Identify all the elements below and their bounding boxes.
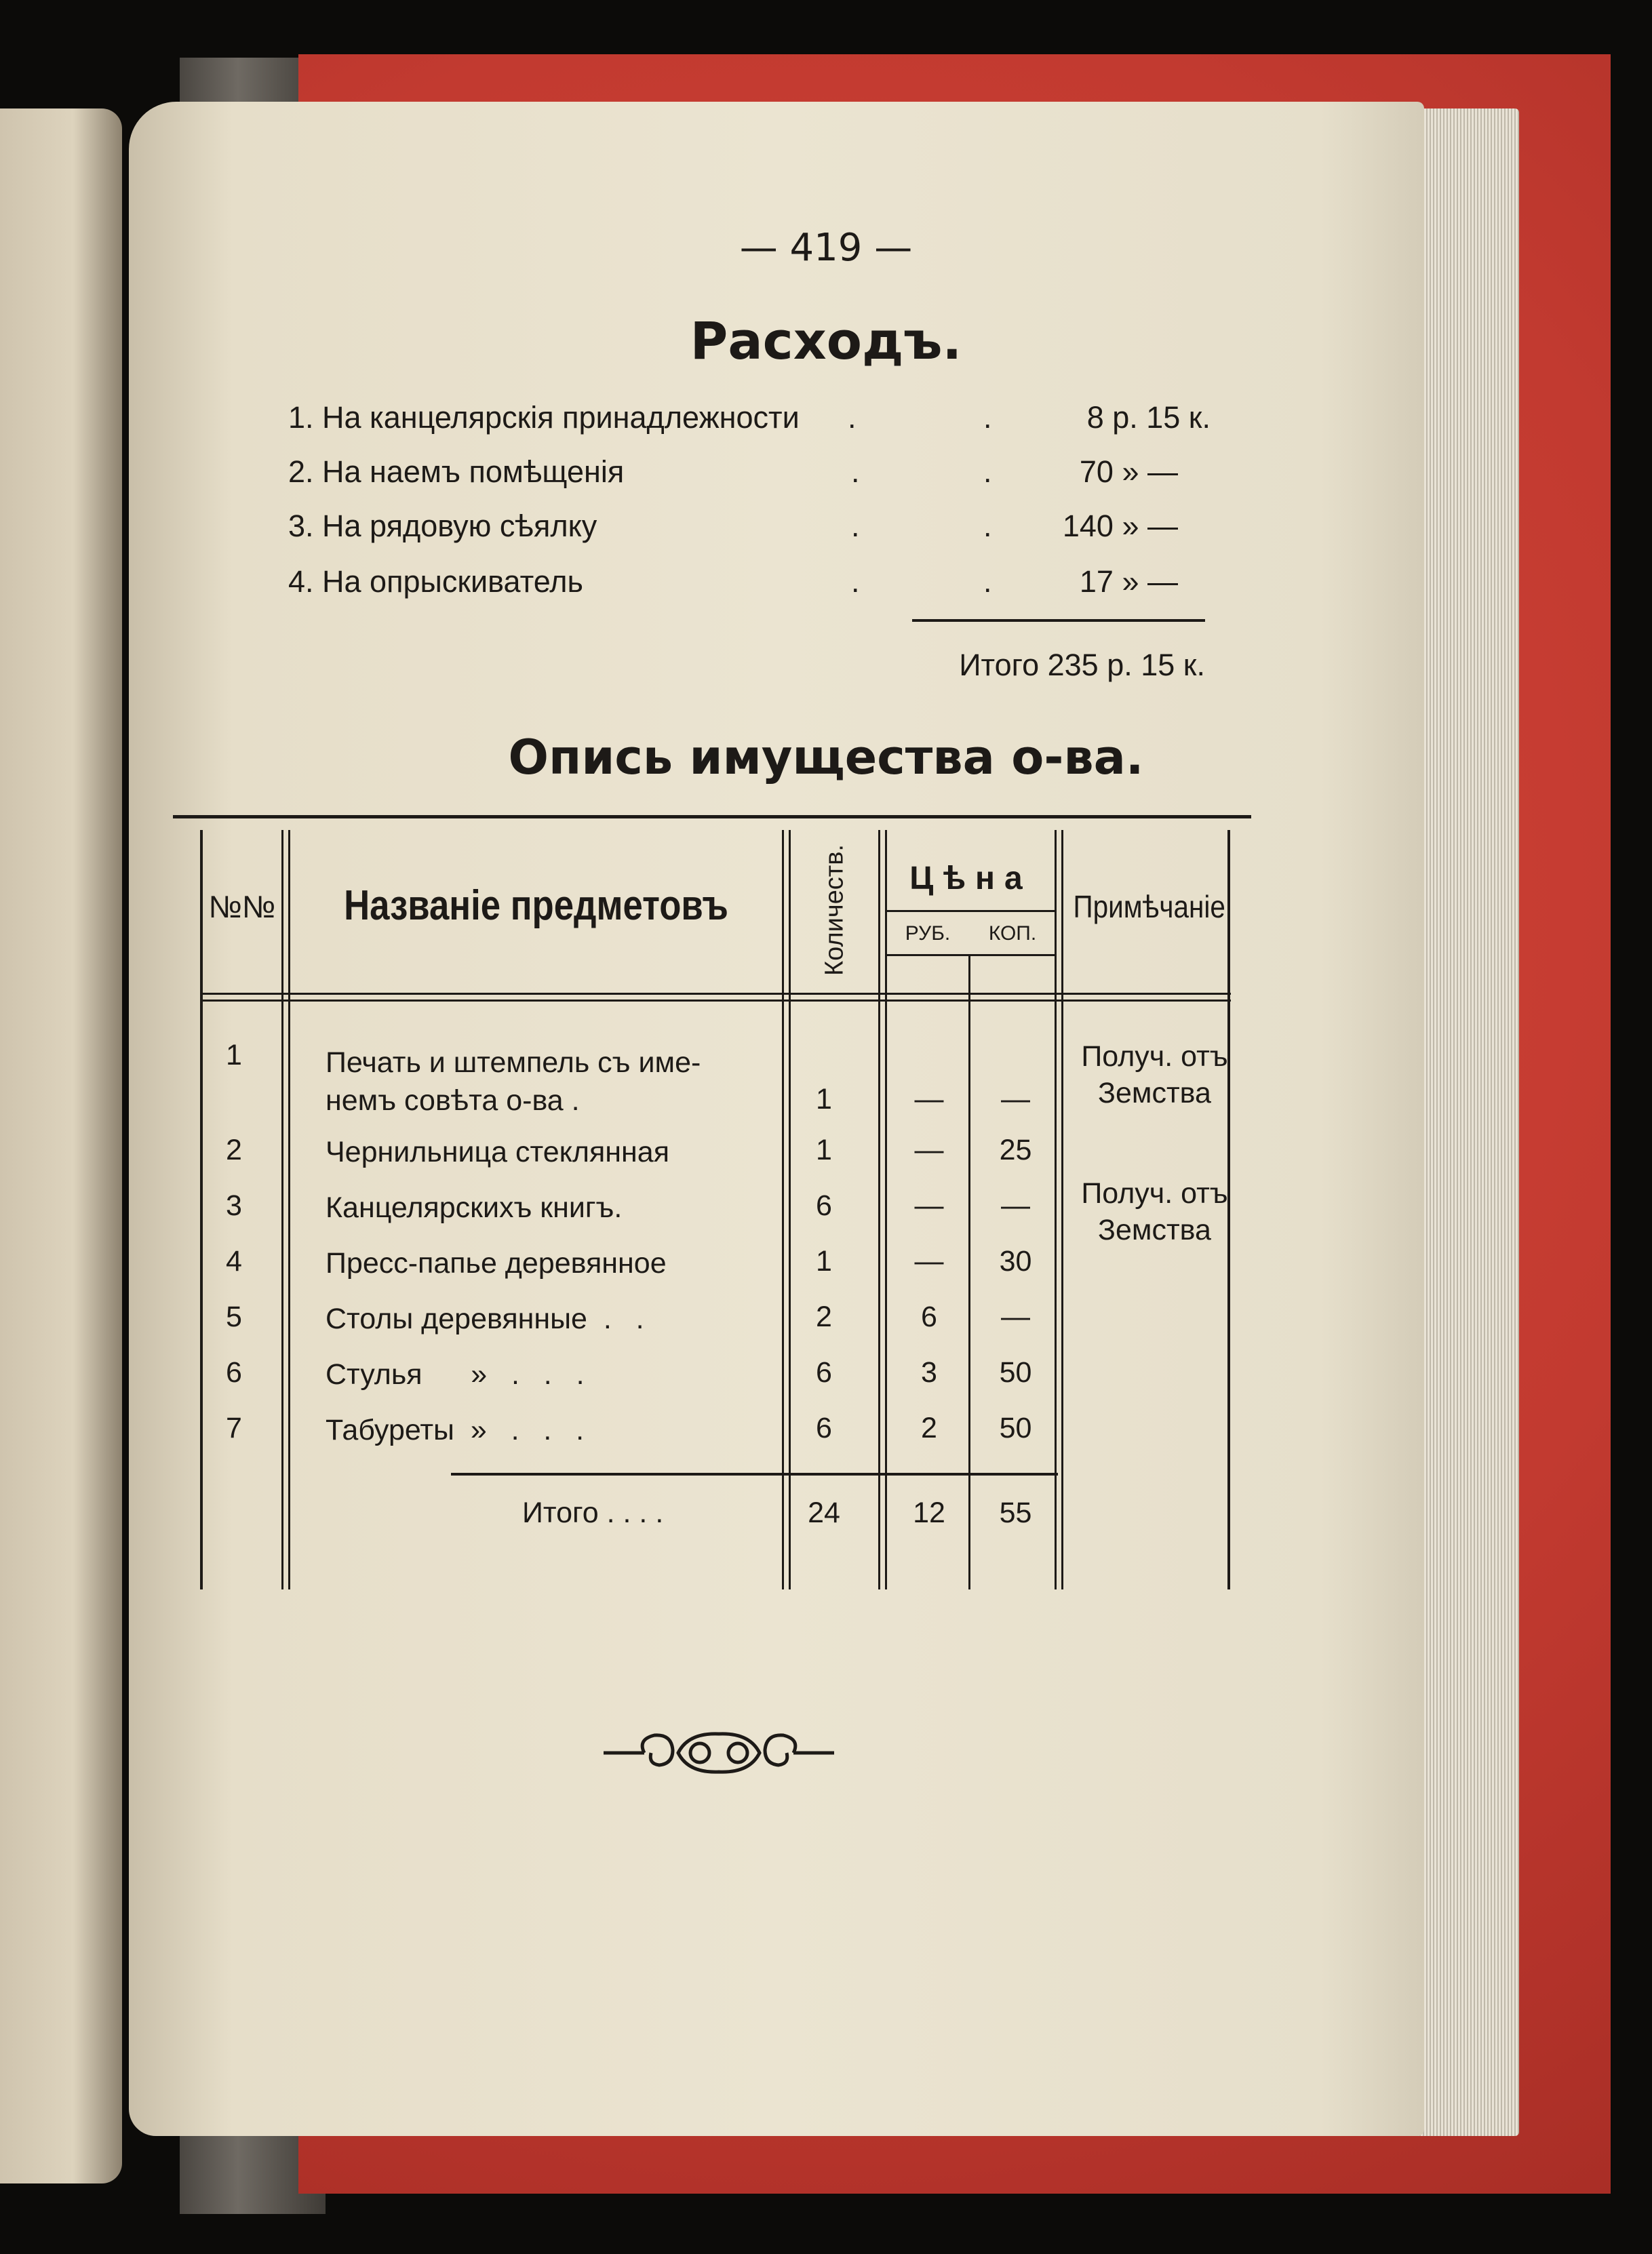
price-rule [885, 910, 1055, 912]
header-price: Цѣна [909, 861, 1032, 896]
row-note-line2: Земства [1098, 1213, 1211, 1246]
row-name: Канцелярскихъ книгъ. [326, 1191, 623, 1224]
row-rub: — [914, 1083, 944, 1115]
row-qty: 6 [816, 1356, 832, 1389]
row-num: 4 [226, 1245, 242, 1278]
row-rub: 3 [921, 1356, 937, 1389]
row-kop: — [1001, 1189, 1030, 1222]
expense-row: 2. На наемъ помѣщенія . . 70 » — [288, 454, 1178, 489]
expense-label: 3. На рядовую сѣялку [288, 509, 597, 543]
row-num: 2 [226, 1134, 242, 1166]
inventory-title: Опись имущества о-ва. [508, 730, 1144, 785]
left-page-edge [0, 108, 122, 2183]
row-kop: — [1001, 1301, 1030, 1333]
header-kop: КОП. [988, 922, 1037, 945]
row-num: 7 [226, 1412, 242, 1444]
row-kop: 30 [999, 1245, 1032, 1278]
row-qty: 6 [816, 1189, 832, 1222]
row-name: Чернильница стеклянная [326, 1136, 669, 1168]
row-rub: 6 [921, 1301, 937, 1333]
row-num: 3 [226, 1189, 242, 1222]
header-num: №№ [208, 889, 276, 924]
row-name-line1: Печать и штемпель съ име- [326, 1046, 701, 1079]
inventory-total-rule [451, 1473, 1058, 1476]
table-top-rule [173, 815, 1251, 818]
header-note: Примѣчаніе [1073, 889, 1225, 924]
total-kop: 55 [999, 1497, 1032, 1529]
header-qty-cell [791, 829, 878, 991]
row-note-line2: Земства [1098, 1076, 1211, 1109]
row-num: 1 [226, 1039, 242, 1071]
row-num: 5 [226, 1301, 242, 1333]
row-qty: 1 [816, 1083, 832, 1115]
inventory-table [173, 815, 1251, 1595]
row-note [1058, 1039, 1251, 1112]
expense-row: 4. На опрыскиватель . . 17 » — [288, 564, 1178, 599]
row-name: Стулья » . . . [326, 1358, 585, 1391]
total-rub: 12 [913, 1497, 945, 1529]
row-kop: 50 [999, 1412, 1032, 1444]
header-rule [200, 1000, 1231, 1002]
total-label: Итого . . . . [522, 1497, 664, 1529]
row-name [326, 1044, 814, 1120]
expense-amount: 8 р. 15 к. [1086, 400, 1211, 435]
price-sub-rule [885, 954, 1055, 956]
expense-row: 3. На рядовую сѣялку . . 140 » — [288, 509, 1178, 543]
expense-amount: 17 » — [1079, 564, 1178, 599]
expense-amount: 140 » — [1062, 509, 1178, 543]
header-name: Названіе предметовъ [344, 882, 728, 929]
row-name: Столы деревянные . . [326, 1303, 644, 1335]
row-qty: 1 [816, 1134, 832, 1166]
header-qty: Количеств. [820, 844, 848, 976]
expense-amount: 70 » — [1079, 454, 1178, 489]
row-rub: 2 [921, 1412, 937, 1444]
row-qty: 2 [816, 1301, 832, 1333]
row-rub: — [914, 1189, 944, 1222]
row-name: Пресс-папье деревянное [326, 1247, 667, 1280]
row-rub: — [914, 1245, 944, 1278]
row-num: 6 [226, 1356, 242, 1389]
header-rub: РУБ. [905, 922, 951, 945]
row-note [1058, 1176, 1251, 1249]
col-sep [878, 830, 880, 1589]
expense-total: Итого 235 р. 15 к. [959, 648, 1205, 682]
row-kop: — [1001, 1083, 1030, 1115]
expense-row: 1. На канцелярскія принадлежности . . 8 р. 15 к. [288, 400, 1211, 435]
row-note-line1: Получ. отъ [1081, 1040, 1228, 1073]
row-qty: 1 [816, 1245, 832, 1278]
row-rub: — [914, 1134, 944, 1166]
expense-label: 4. На опрыскиватель [288, 564, 583, 599]
row-name: Табуреты » . . . [326, 1414, 585, 1446]
page-number: — 419 — [739, 226, 913, 270]
decorative-ornament [597, 1726, 841, 1780]
row-note-line1: Получ. отъ [1081, 1177, 1228, 1210]
row-name-line2: немъ совѣта о-ва . [326, 1084, 580, 1117]
row-kop: 50 [999, 1356, 1032, 1389]
header-rule [200, 993, 1231, 995]
row-qty: 6 [816, 1412, 832, 1444]
expense-total-rule [912, 619, 1205, 622]
expense-label: 1. На канцелярскія принадлежности [288, 400, 800, 435]
row-kop: 25 [999, 1134, 1032, 1166]
expense-title: Расходъ. [690, 311, 962, 371]
total-qty: 24 [808, 1497, 840, 1529]
expense-label: 2. На наемъ помѣщенія [288, 454, 625, 489]
